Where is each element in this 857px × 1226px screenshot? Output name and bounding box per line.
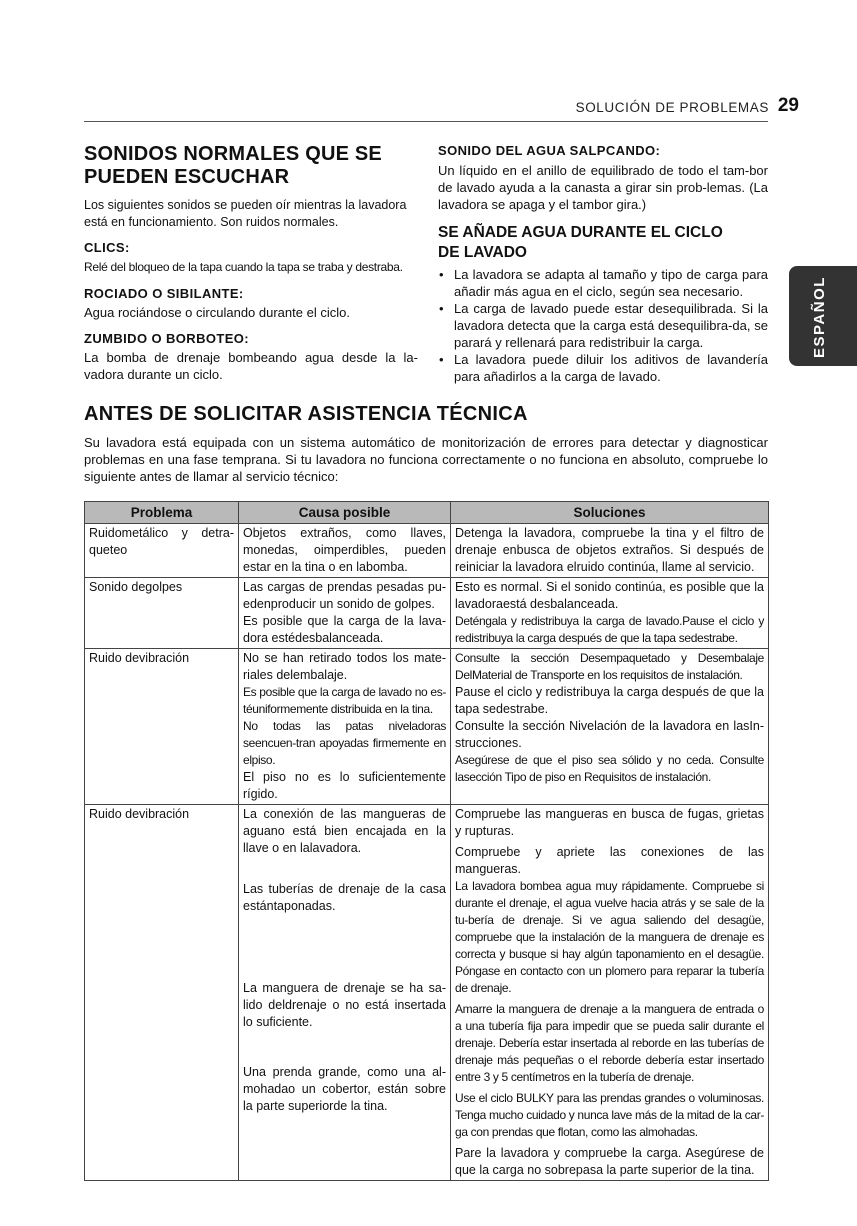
problem-cell: [85, 805, 239, 1181]
cause-text: Una prenda grande, como una al-mohadao un cobertor, están sobre la parte superiorde la tina.: [243, 1065, 446, 1113]
language-tab-label: ESPAÑOL: [811, 276, 828, 358]
zumbido-heading: ZUMBIDO O BORBOTEO:: [84, 331, 250, 346]
cause-text: La manguera de drenaje se ha sa-lido deldrenaje o no está insertada lo suficiente.: [243, 981, 446, 1029]
troubleshooting-table: [84, 501, 769, 1181]
rociado-text: Agua rociándose o circulando durante el ciclo.: [84, 305, 350, 320]
service-intro: Su lavadora está equipada con un sistema automático de monitorización de errores para detectar y diagnosticar problemas en una fase temprana. Si tu lavadora no funciona correctamente o no funciona en absoluto, compruebe lo siguiente antes de llamar al servicio técnico:: [84, 435, 768, 484]
table-row: [85, 805, 769, 1181]
solution-cell: [451, 805, 769, 1181]
cause-text: Objetos extraños, como llaves, monedas, oimperdibles, pueden estar en la tina o en labomba.: [243, 526, 446, 574]
normal-sounds-intro: Los siguientes sonidos se pueden oír mientras la lavadora está en funcionamiento. Son ruidos normales.: [84, 198, 407, 229]
table-row: [85, 524, 769, 578]
solution-text: Consulte la sección Nivelación de la lavadora en lasIn-strucciones.: [455, 719, 764, 750]
spacer: [243, 857, 446, 881]
solution-text: Asegúrese de que el piso sea sólido y no ceda. Consulte lasección Tipo de piso en Requisitos de instalación.: [455, 753, 764, 784]
cause-cell: [239, 805, 451, 1181]
salpicando-text: Un líquido en el anillo de equilibrado de todo el tam-bor de lavado ayuda a la canasta a girar sin prob-lemas. (La lavadora se apaga y el tambor gira.): [438, 163, 768, 212]
cause-text: El piso no es lo suficientemente rígido.: [243, 770, 446, 801]
water-added-bullet: • La carga de lavado puede estar desequilibrada. Si la lavadora detecta que la carga está desequilibra-da, se parará y rellenará para redistribuir la carga.: [438, 300, 768, 351]
solution-text: Pause el ciclo y redistribuya la carga después de que la tapa sedestrabe.: [455, 685, 764, 716]
service-title: ANTES DE SOLICITAR ASISTENCIA TÉCNICA: [84, 403, 528, 425]
normal-sounds-title-line2: PUEDEN ESCUCHAR: [84, 166, 290, 188]
solution-text: Use el ciclo BULKY para las prendas grandes o voluminosas. Tenga mucho cuidado y nunca lave más de la mitad de la car-ga con prendas que flotan, como las almohadas.: [455, 1091, 764, 1139]
problem-text: Sonido degolpes: [89, 580, 183, 594]
water-added-heading-line2: DE LAVADO: [438, 244, 527, 261]
normal-sounds-section: [84, 143, 418, 383]
cause-text: No se han retirado todos los mate-riales delembalaje.: [243, 651, 446, 682]
solution-text: La lavadora bombea agua muy rápidamente. Compruebe si durante el drenaje, el agua vuelve hacia atrás y se sale de la tu-bería de drenaje. Si ve agua saliendo del desagüe, compruebe que la instalación de la manguera de drenaje es correcta y busque si hay algún taponamiento en el desagüe. Póngase en contacto con un plomero para reparar la tubería de drenaje.: [455, 879, 764, 995]
cause-text: Las tuberías de drenaje de la casa estántaponadas.: [243, 882, 446, 913]
table-row: [85, 649, 769, 805]
problem-cell: [85, 578, 239, 649]
rociado-heading: ROCIADO O SIBILANTE:: [84, 286, 244, 301]
cause-cell: [239, 524, 451, 578]
solution-text: Amarre la manguera de drenaje a la manguera de entrada o a una tubería fija para impedir que se pueda salir durante el drenaje. Debería estar insertada al reborde en las tuberías de drenaje más pequeñas o el reborde debería estar insertado entre 3 y 5 centímetros en la tubería de drenaje.: [455, 1002, 764, 1084]
cause-text: La conexión de las mangueras de aguano está bien encajada en la llave o en lalavadora.: [243, 807, 446, 855]
water-added-bullet: • La lavadora puede diluir los aditivos de lavandería para añadirlos a la carga de lavado.: [438, 351, 768, 385]
header-solutions: Soluciones: [451, 502, 769, 524]
solution-cell: [451, 524, 769, 578]
solution-text: Compruebe y apriete las conexiones de las mangueras.: [455, 845, 764, 876]
water-added-bullet: • La lavadora se adapta al tamaño y tipo de carga para añadir más agua en el ciclo, según sea necesario.: [438, 266, 768, 300]
cause-cell: [239, 649, 451, 805]
clics-heading: CLICS:: [84, 240, 130, 255]
water-added-list: [438, 266, 768, 385]
language-tab: [789, 266, 857, 366]
solution-text: Consulte la sección Desempaquetado y Desembalaje DelMaterial de Transporte en los requisitos de instalación.: [455, 651, 764, 682]
zumbido-text: La bomba de drenaje bombeando agua desde la la-vadora durante un ciclo.: [84, 350, 418, 382]
problem-text: Ruidometálico y detra-queteo: [89, 526, 234, 557]
solution-text: Esto es normal. Si el sonido continúa, es posible que la lavadoraestá desbalanceada.: [455, 580, 764, 611]
problem-cell: [85, 649, 239, 805]
spacer: [243, 915, 446, 980]
cause-text: Es posible que la carga de lavado no es-téuniformemente distribuida en la tina.: [243, 685, 446, 716]
table-header-row: [85, 502, 769, 524]
problem-text: Ruido devibración: [89, 807, 190, 821]
page-number: 29: [777, 95, 799, 116]
problem-text: Ruido devibración: [89, 651, 190, 665]
header-rule: [84, 121, 768, 122]
cause-text: Las cargas de prendas pesadas pu-edenproducir un sonido de golpes.: [243, 580, 446, 611]
solution-text: Detenga la lavadora, compruebe la tina y el filtro de drenaje enbusca de objetos extraños. Si después de reiniciar la lavadora elruido continúa, llame al servicio.: [455, 526, 764, 574]
solution-cell: [451, 578, 769, 649]
solution-text: Compruebe las mangueras en busca de fugas, grietas y rupturas.: [455, 807, 764, 838]
salpicando-heading: SONIDO DEL AGUA SALPCANDO:: [438, 143, 661, 158]
header-cause: Causa posible: [239, 502, 451, 524]
cause-text: No todas las patas niveladoras seencuen-tran apoyadas firmemente en elpiso.: [243, 719, 446, 767]
water-sounds-section: [438, 143, 768, 385]
cause-cell: [239, 578, 451, 649]
service-section: [84, 403, 768, 485]
solution-text: Deténgala y redistribuya la carga de lavado.Pause el ciclo y redistribuya la carga después de que la tapa sedestrabe.: [455, 614, 764, 645]
table-row: [85, 578, 769, 649]
solution-text: Pare la lavadora y compruebe la carga. Asegúrese de que la carga no sobrepasa la parte superior de la tina.: [455, 1146, 764, 1177]
section-header: SOLUCIÓN DE PROBLEMAS: [575, 100, 769, 115]
clics-text: Relé del bloqueo de la tapa cuando la tapa se traba y destraba.: [84, 260, 403, 274]
spacer: [243, 1031, 446, 1064]
normal-sounds-title-line1: SONIDOS NORMALES QUE SE: [84, 143, 382, 165]
water-added-heading-line1: SE AÑADE AGUA DURANTE EL CICLO: [438, 224, 723, 241]
spacer: [243, 1115, 446, 1145]
header-problem: Problema: [85, 502, 239, 524]
cause-text: Es posible que la carga de la lava-dora estédesbalanceada.: [243, 614, 446, 645]
problem-cell: [85, 524, 239, 578]
solution-cell: [451, 649, 769, 805]
